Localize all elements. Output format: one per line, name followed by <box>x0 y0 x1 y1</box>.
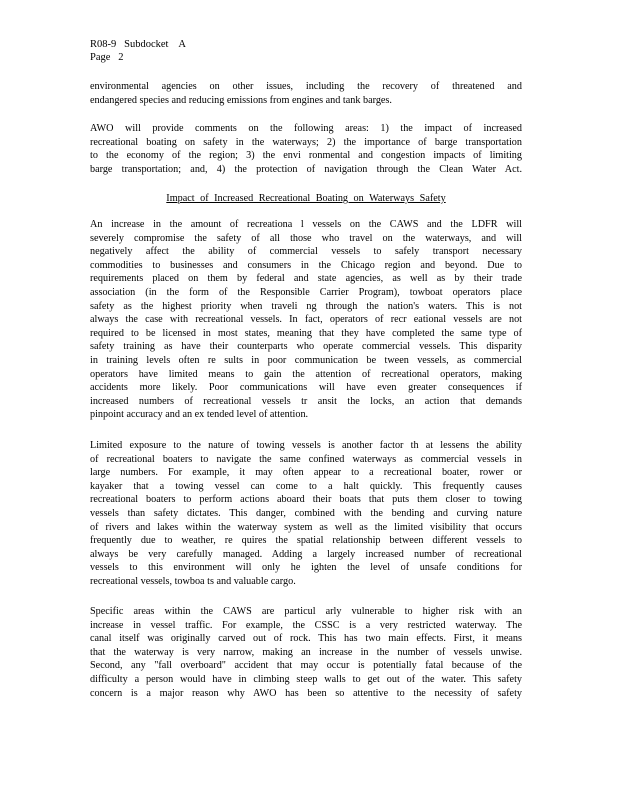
text-line: Second, any "fall overboard" accident that may occur is potentially fatal because of the <box>90 660 522 672</box>
text-line: in training levels often re sults in poor communication be tween vessels, as commercial <box>90 354 522 366</box>
text-line: kayaker that a towing vessel can come to a halt quickly. This frequently causes <box>90 480 522 492</box>
text-line: association (in the form of the Responsible Carrier Program), towboat operators place <box>90 286 522 298</box>
text-line: commodities to businesses and consumers in the Chicago region and beyond. Due to <box>90 259 522 271</box>
text-line: negatively affect the ability of commercial vessels to safely transport necessary <box>90 246 522 258</box>
text-line: frequently due to weather, re quires the spatial relationship between different vessels to <box>90 535 522 547</box>
text-line: difficulty a person would have in climbing steep walls to get out of the water. This safety <box>90 673 522 685</box>
text-line: of recreational boaters to navigate the same confined waterways as commercial vessels in <box>90 453 522 465</box>
text-line: always the case with recreational vessels. In fact, operators of recr eational vessels are not <box>90 314 522 326</box>
page-header <box>90 38 186 64</box>
text-line: environmental agencies on other issues, including the recovery of threatened and <box>90 81 522 92</box>
text-line: canal itself was originally carved out of rock. This has two main effects. First, it means <box>90 633 522 645</box>
text-line: severely compromise the safety of all those who travel on the waterways, and will <box>90 232 522 244</box>
section-heading <box>90 192 522 205</box>
text-line: recreational boaters to perform actions aboard their boats that puts them closer to towing <box>90 494 522 506</box>
text-line: of rivers and lakes within the waterway system as well as the limited visibility that occurs <box>90 521 522 533</box>
text-line: recreational vessels, towboa ts and valuable cargo. <box>90 575 296 587</box>
paragraph-1 <box>90 80 522 107</box>
text-line: increase in vessel traffic. For example, the CSSC is a very restricted waterway. The <box>90 619 522 631</box>
text-line: required to be licensed in most states, meaning that they have completed the same type of <box>90 327 522 339</box>
text-line: that the waterway is very narrow, making an increase in the number of vessels unwise. <box>90 646 522 658</box>
text-line: Limited exposure to the nature of towing vessels is another factor th at lessens the ability <box>90 440 522 451</box>
paragraph-3 <box>90 218 522 422</box>
text-line: safety training as have their counterparts who operate commercial vessels. This disparity <box>90 341 522 353</box>
text-line: pinpoint accuracy and an ex tended level of attention. <box>90 409 309 421</box>
text-line: safety as the highest priority when traveli ng through the nation's waters. This is not <box>90 300 522 312</box>
text-line: Specific areas within the CAWS are particul arly vulnerable to higher risk with an <box>90 606 522 617</box>
text-line: operators have limited means to gain the attention of recreational operators, making <box>90 368 522 380</box>
text-line: requirements placed on them by federal and state agencies, as well as by their trade <box>90 273 522 285</box>
section-heading-text: Impact of Increased Recreational Boating on Waterways Safety <box>166 193 446 204</box>
text-line: always be very carefully managed. Adding a largely increased number of recreational <box>90 548 522 560</box>
text-line: An increase in the amount of recreationa l vessels on the CAWS and the LDFR will <box>90 219 522 230</box>
text-line: vessels to this environment will only he ighten the level of unsafe conditions for <box>90 562 522 574</box>
text-line: concern is a major reason why AWO has been so attentive to the necessity of safety <box>90 687 522 699</box>
text-line: AWO will provide comments on the following areas: 1) the impact of increased <box>90 123 522 134</box>
text-line: barge transportation; and, 4) the protection of navigation through the Clean Water Act. <box>90 163 522 175</box>
paragraph-4 <box>90 439 522 589</box>
text-line: vessels than safety dictates. This danger, combined with the bending and curving nature <box>90 507 522 519</box>
page-number: Page 2 <box>90 52 124 63</box>
text-line: accidents more likely. Poor communications will have even greater consequences if <box>90 382 522 394</box>
text-line: endangered species and reducing emissions from engines and tank barges. <box>90 94 392 106</box>
text-line: recreational boating on safety in the waterways; 2) the importance of barge transportation <box>90 136 522 148</box>
paragraph-5 <box>90 605 522 700</box>
text-line: to the economy of the region; 3) the envi ronmental and congestion impacts of limiting <box>90 150 522 162</box>
text-line: increased numbers of recreational vessels tr ansit the locks, an action that demands <box>90 395 522 407</box>
docket-line: R08-9 Subdocket A <box>90 39 186 50</box>
paragraph-2 <box>90 122 522 176</box>
text-line: large numbers. For example, it may often appear to a recreational boater, rower or <box>90 467 522 479</box>
